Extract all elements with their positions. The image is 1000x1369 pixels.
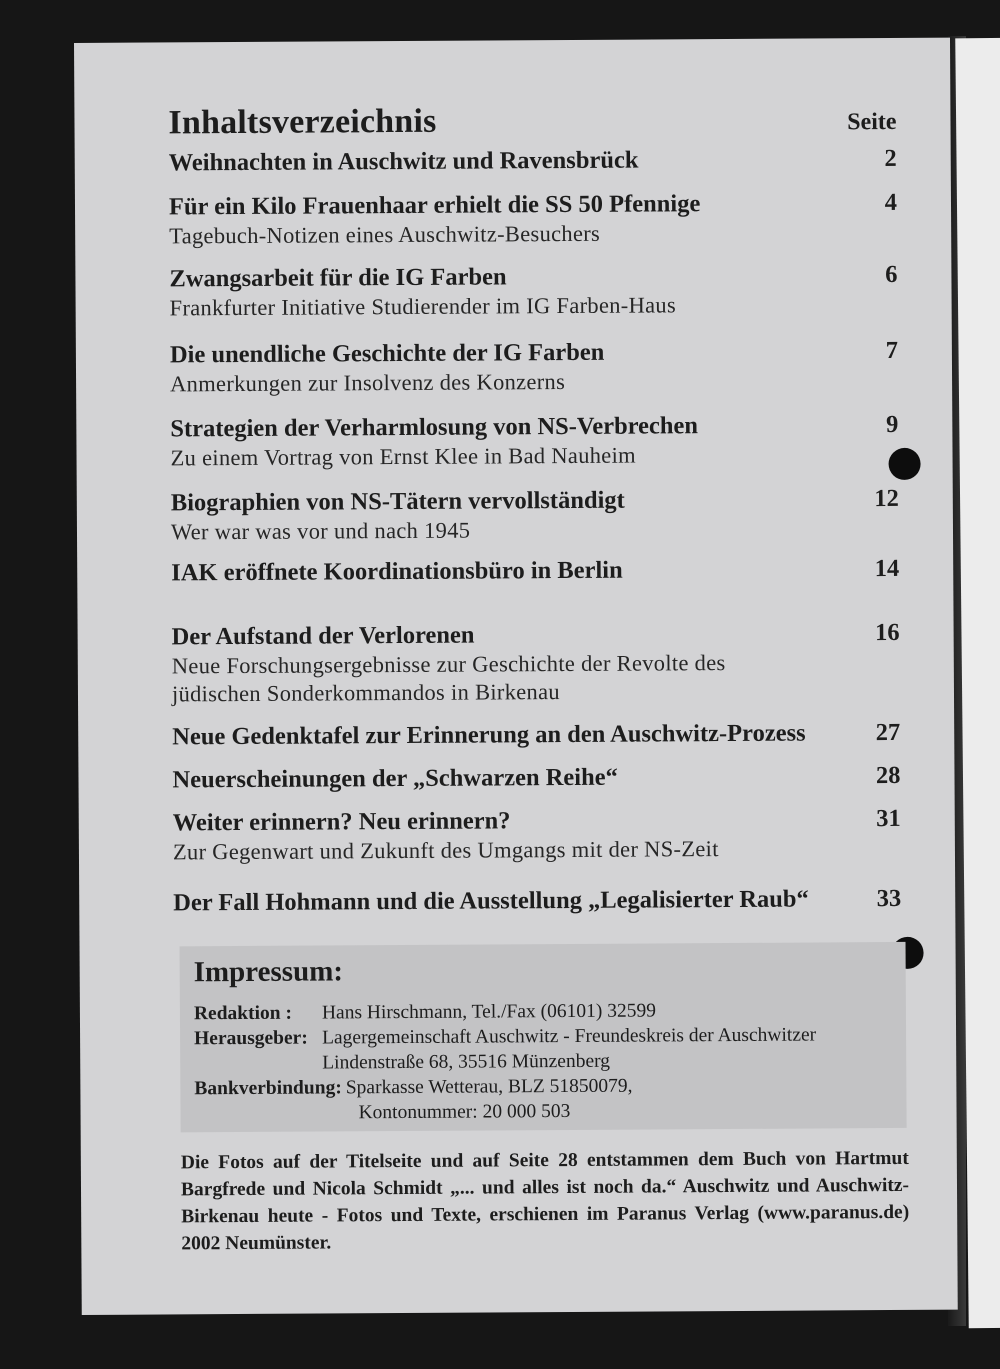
toc-entry-title: Weiter erinnern? Neu erinnern? [172,807,511,837]
herausgeber-address: Lindenstraße 68, 35516 Münzenberg [322,1050,611,1074]
toc-entry-title: Die unendliche Geschichte der IG Farben [169,338,605,369]
redaktion-value: Hans Hirschmann, Tel./Fax (06101) 32599 [321,1000,657,1024]
toc-entry-title: Der Fall Hohmann und die Ausstellung „Legalisierter Raub“ [173,885,809,917]
toc-entry[interactable] [171,554,899,588]
toc-entry-title: Neue Gedenktafel zur Erinnerung an den Auschwitz-Prozess [172,719,806,751]
toc-entry-title: IAK eröffnete Koordinationsbüro in Berlin [171,556,623,587]
toc-entry-subtitle: Wer war was vor und nach 1945 [170,517,471,545]
toc-entry[interactable] [171,484,899,546]
toc-entry-page: 12 [874,484,899,513]
toc-entry-page: 28 [875,761,901,790]
toc-entry-page: 7 [885,336,898,365]
toc-entry-title: Strategien der Verharmlosung von NS-Verbrechen [170,412,699,443]
toc-entry-subtitle: Tagebuch-Notizen eines Auschwitz-Besuchers [169,220,601,249]
impressum-box [180,942,907,1132]
toc-entry-page: 16 [875,618,900,647]
toc-entry-subtitle: Zu einem Vortrag von Ernst Klee in Bad Nauheim [170,442,636,471]
bank-label: Bankverbindung: [194,1077,342,1100]
toc-entry[interactable] [173,884,901,918]
bank-value: Sparkasse Wetterau, BLZ 51850079, [345,1075,633,1099]
toc-entry-subtitle: Zur Gegenwart und Zukunft des Umgangs mit der NS-Zeit [172,836,719,865]
toc-entry[interactable] [169,260,897,322]
toc-entry[interactable] [170,336,898,398]
impressum-herausgeber [194,1022,892,1051]
photo-credit-note: Die Fotos auf der Titelseite und auf Seite 28 entstammen dem Buch von Hartmut Bargfrede und Nicola Schmidt „... und alles ist noch da.“ Auschwitz und Auschwitz-Birkenau heute - Fotos und Texte, erschienen im Paranus Verlag (www.paranus.de) 2002 Neumünster. [180,1147,910,1255]
toc-entry-page: 4 [884,188,898,217]
toc-entry-page: 14 [874,554,900,583]
toc-entry-title: Zwangsarbeit für die IG Farben [169,263,507,293]
toc-entry-subtitle: jüdischen Sonderkommandos in Birkenau [171,679,560,707]
redaktion-label: Redaktion : [193,1002,293,1025]
toc-entry-title: Neuerscheinungen der „Schwarzen Reihe“ [172,763,618,794]
toc-entry-title: Der Aufstand der Verlorenen [171,621,475,651]
toc-entry-page: 6 [885,260,898,289]
toc-header [168,100,896,142]
impressum-title: Impressum: [193,955,344,989]
page-column-label: Seite [847,108,897,136]
toc-entry-title: Biographien von NS-Tätern vervollständigt [170,486,625,517]
bank-account: Kontonummer: 20 000 503 [358,1100,571,1124]
toc-entry-title: Weihnachten in Auschwitz und Ravensbrück [168,146,639,177]
toc-entry-page: 31 [876,804,901,833]
toc-entry[interactable] [169,144,897,178]
toc-entry-page: 33 [876,884,902,913]
toc-entry[interactable] [172,761,900,795]
document-page [74,38,958,1315]
toc-entry-subtitle: Neue Forschungsergebnisse zur Geschichte der Revolte des [171,650,726,679]
toc-title: Inhaltsverzeichnis [168,102,437,142]
toc-entry[interactable] [172,618,901,708]
toc-entry-page: 27 [875,718,901,747]
toc-entry[interactable] [169,188,897,250]
toc-entry-title: Für ein Kilo Frauenhaar erhielt die SS 50 Pfennige [168,190,701,221]
herausgeber-label: Herausgeber: [194,1027,308,1050]
toc-entry-page: 2 [884,144,897,173]
toc-entry-subtitle: Frankfurter Initiative Studierender im IG Farben-Haus [169,292,677,321]
toc-entry[interactable] [170,410,898,472]
toc-entry[interactable] [172,718,900,752]
toc-entry-subtitle: Anmerkungen zur Insolvenz des Konzerns [170,369,566,397]
herausgeber-value: Lagergemeinschaft Auschwitz - Freundeskreis der Auschwitzer [322,1024,817,1049]
toc-entry-page: 9 [886,410,899,439]
toc-entry[interactable] [173,804,901,866]
